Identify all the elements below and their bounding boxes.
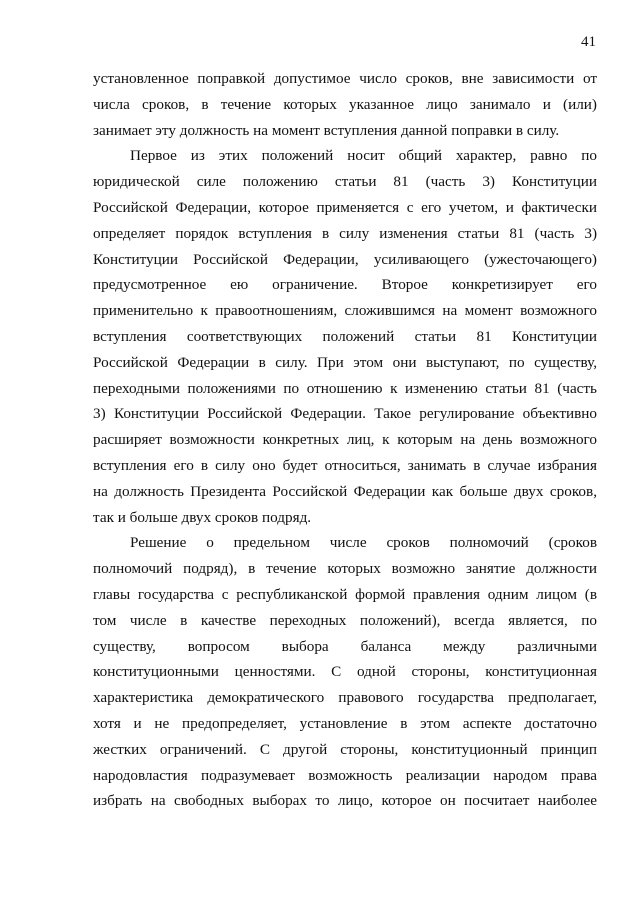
text-line: переходными положениями по отношению к изменению статьи 81 (часть <box>93 379 597 397</box>
text-line: Российской Федерации, которое применяется с его учетом, и фактически <box>93 198 597 216</box>
body-text <box>93 66 597 814</box>
text-line: предусмотренное ею ограничение. Второе конкретизирует его <box>93 276 597 294</box>
text-line: конституционными ценностями. С одной стороны, конституционная <box>93 663 597 681</box>
text-line: характеристика демократического правового государства предполагает, <box>93 689 597 707</box>
paragraph-first-line: Решение о предельном числе сроков полномочий (сроков <box>130 534 597 552</box>
text-line: 3) Конституции Российской Федерации. Такое регулирование объективно <box>93 405 597 423</box>
text-line: существу, вопросом выбора баланса между различными <box>93 637 597 655</box>
text-line: вступления соответствующих положений статьи 81 Конституции <box>93 327 597 345</box>
text-line: Конституции Российской Федерации, усиливающего (ужесточающего) <box>93 250 597 268</box>
text-line: главы государства с республиканской формой правления одним лицом (в <box>93 585 597 603</box>
text-line: так и больше двух сроков подряд. <box>93 508 312 526</box>
text-line: применительно к правоотношениям, сложившимся на момент возможного <box>93 302 597 320</box>
text-line: жестких ограничений. С другой стороны, конституционный принцип <box>93 740 597 758</box>
text-line: занимает эту должность на момент вступления данной поправки в силу. <box>93 121 560 139</box>
text-line: Российской Федерации в силу. При этом они выступают, по существу, <box>93 353 597 371</box>
page-number: 41 <box>581 34 596 50</box>
text-line: юридической силе положению статьи 81 (часть 3) Конституции <box>93 173 597 191</box>
text-line: хотя и не предопределяет, установление в этом аспекте достаточно <box>93 714 597 732</box>
text-line: числа сроков, в течение которых указанное лицо занимало и (или) <box>93 95 597 113</box>
paragraph-first-line: Первое из этих положений носит общий характер, равно по <box>130 147 597 165</box>
text-line: том числе в качестве переходных положений), всегда является, по <box>93 611 597 629</box>
text-line: вступления его в силу оно будет относиться, занимать в случае избрания <box>93 456 597 474</box>
text-line: определяет порядок вступления в силу изменения статьи 81 (часть 3) <box>93 224 597 242</box>
text-line: народовластия подразумевает возможность реализации народом права <box>93 766 597 784</box>
text-line: избрать на свободных выборах то лицо, которое он посчитает наиболее <box>93 792 597 810</box>
text-line: полномочий подряд), в течение которых возможно занятие должности <box>93 560 597 578</box>
text-line: расширяет возможности конкретных лиц, к которым на день возможного <box>93 431 597 449</box>
text-line: на должность Президента Российской Федерации как больше двух сроков, <box>93 482 597 500</box>
text-line: установленное поправкой допустимое число сроков, вне зависимости от <box>93 70 597 87</box>
